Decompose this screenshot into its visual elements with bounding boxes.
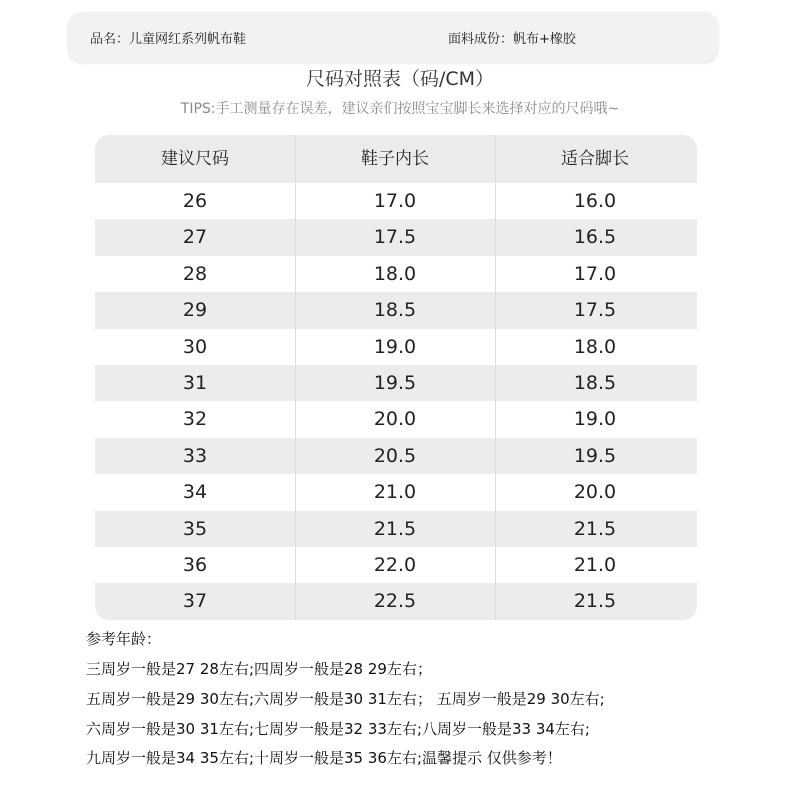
cell-fit-foot-length: 19.5 (573, 444, 617, 467)
cell-fit-foot-length: 19.0 (573, 408, 617, 431)
cell-suggested-size: 34 (182, 481, 208, 504)
header-shoe-inner-length: 鞋子内长 (361, 149, 429, 169)
header-fit-foot-length: 适合脚长 (561, 149, 629, 169)
cell-shoe-inner-length: 19.0 (373, 335, 417, 358)
tips-text: TIPS:手工测量存在误差，建议亲们按照宝宝脚长来选择对应的尺码哦~ (180, 101, 620, 117)
cell-fit-foot-length: 16.5 (573, 226, 617, 249)
cell-shoe-inner-length: 18.0 (373, 262, 417, 285)
table-row (95, 365, 697, 401)
cell-shoe-inner-length: 19.5 (373, 372, 417, 394)
cell-fit-foot-length: 17.0 (573, 262, 617, 285)
size-chart-title: 尺码对照表（码/CM） (305, 68, 495, 90)
table-row (95, 256, 697, 292)
cell-suggested-size: 31 (182, 372, 208, 394)
cell-shoe-inner-length: 22.5 (373, 590, 417, 613)
cell-fit-foot-length: 21.5 (573, 517, 617, 540)
table-row (95, 329, 697, 365)
product-info-bar (68, 12, 718, 62)
cell-suggested-size: 26 (182, 190, 208, 212)
table-row (95, 511, 697, 547)
note-line: 六周岁一般是30 31左右;七周岁一般是32 33左右;八周岁一般是33 34左右; (86, 720, 590, 738)
table-header (95, 135, 697, 183)
cell-shoe-inner-length: 20.0 (373, 408, 417, 431)
note-line: 三周岁一般是27 28左右;四周岁一般是28 29左右； (86, 660, 432, 678)
cell-suggested-size: 27 (182, 226, 208, 249)
cell-shoe-inner-length: 17.5 (373, 226, 417, 249)
note-line: 五周岁一般是29 30左右;六周岁一般是30 31左右； 五周岁一般是29 30左右; (86, 690, 605, 708)
table-row (95, 474, 697, 510)
cell-suggested-size: 35 (182, 517, 208, 540)
cell-shoe-inner-length: 21.0 (373, 481, 417, 504)
cell-fit-foot-length: 21.5 (573, 590, 617, 613)
cell-shoe-inner-length: 20.5 (373, 444, 417, 467)
product-material: 面料成份：帆布+橡胶 (448, 32, 576, 47)
cell-fit-foot-length: 18.0 (573, 335, 617, 358)
cell-suggested-size: 30 (182, 335, 208, 358)
column-divider (495, 135, 496, 620)
cell-shoe-inner-length: 22.0 (373, 554, 417, 576)
table-row (95, 292, 697, 328)
size-table (95, 135, 697, 620)
table-row (95, 438, 697, 474)
table-row (95, 219, 697, 255)
cell-shoe-inner-length: 18.5 (373, 299, 417, 322)
note-line: 九周岁一般是34 35左右;十周岁一般是35 36左右;温馨提示 仅供参考！ (86, 749, 562, 767)
cell-suggested-size: 28 (182, 262, 208, 285)
table-row (95, 547, 697, 583)
cell-fit-foot-length: 17.5 (573, 299, 617, 322)
table-row (95, 583, 697, 619)
product-name: 品名：儿童网红系列帆布鞋 (90, 32, 247, 47)
cell-suggested-size: 32 (182, 408, 208, 431)
cell-suggested-size: 29 (182, 299, 208, 322)
table-row (95, 401, 697, 437)
table-row (95, 183, 697, 219)
cell-shoe-inner-length: 17.0 (373, 190, 417, 212)
header-suggested-size: 建议尺码 (161, 149, 229, 169)
cell-fit-foot-length: 16.0 (573, 190, 617, 212)
cell-shoe-inner-length: 21.5 (373, 517, 417, 540)
cell-fit-foot-length: 18.5 (573, 372, 617, 394)
notes-heading: 参考年龄： (86, 630, 162, 648)
cell-suggested-size: 36 (182, 554, 208, 576)
cell-suggested-size: 33 (182, 444, 208, 467)
column-divider (295, 135, 296, 620)
cell-fit-foot-length: 20.0 (573, 481, 617, 504)
cell-suggested-size: 37 (182, 590, 208, 613)
cell-fit-foot-length: 21.0 (573, 554, 617, 576)
